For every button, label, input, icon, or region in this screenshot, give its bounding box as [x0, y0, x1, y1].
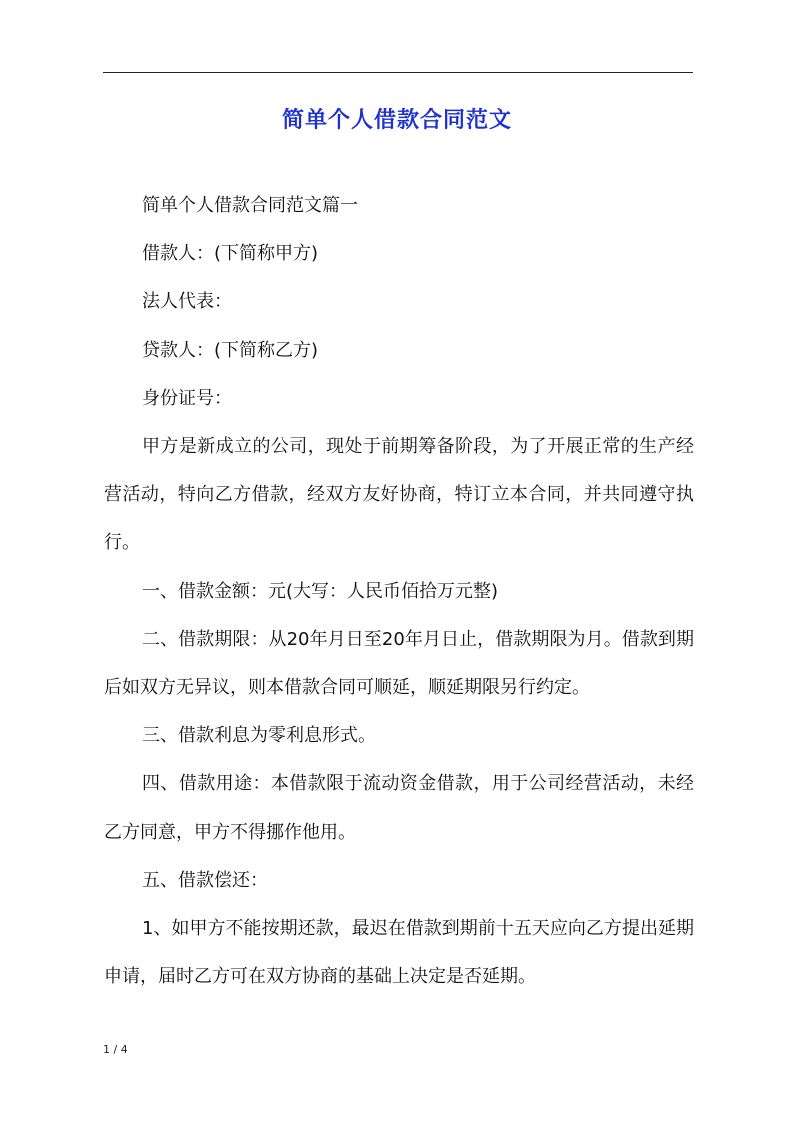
clause-repayment-item-1: 1、如甲方不能按期还款，最迟在借款到期前十五天应向乙方提出延期申请，届时乙方可在双方协商的基础上决定是否延期。 [104, 918, 694, 988]
clause-repayment-heading: 五、借款偿还： [142, 869, 268, 891]
document-body [104, 182, 694, 1001]
legal-representative-line: 法人代表： [142, 291, 232, 313]
clause-loan-term: 二、借款期限：从20年月日至20年月日止，借款期限为月。借款到期后如双方无异议，则本借款合同可顺延，顺延期限另行约定。 [104, 628, 694, 699]
lender-line: 贷款人：(下简称乙方) [142, 339, 319, 361]
header-rule [103, 72, 693, 73]
clause-loan-amount: 一、借款金额：元(大写：人民币佰拾万元整) [142, 580, 499, 602]
id-number-line: 身份证号： [142, 387, 232, 409]
clause-loan-purpose: 四、借款用途：本借款限于流动资金借款，用于公司经营活动，未经乙方同意，甲方不得挪作他用。 [104, 773, 694, 843]
page-number: 1 / 4 [103, 1043, 128, 1056]
borrower-line: 借款人：(下简称甲方) [142, 243, 319, 265]
section-heading: 简单个人借款合同范文篇一 [142, 195, 358, 216]
preamble-paragraph: 甲方是新成立的公司，现处于前期筹备阶段，为了开展正常的生产经营活动，特向乙方借款，经双方友好协商，特订立本合同，并共同遵守执行。 [104, 436, 694, 554]
document-title: 简单个人借款合同范文 [281, 108, 512, 133]
clause-interest: 三、借款利息为零利息形式。 [142, 725, 376, 747]
